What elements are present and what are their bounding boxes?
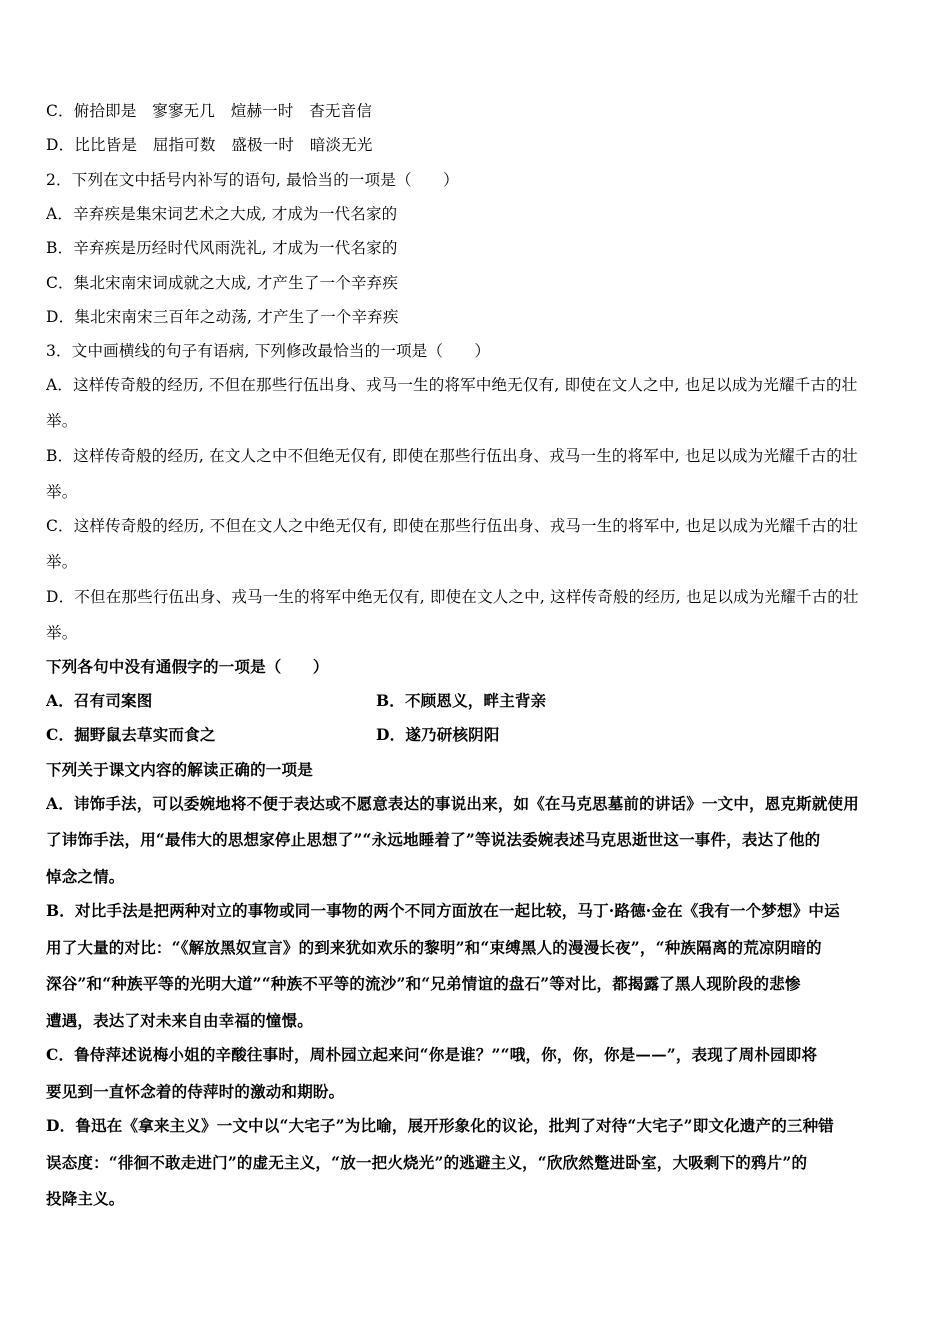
q5-option-d-line3: 投降主义。	[46, 1189, 125, 1208]
q2-option-c: C．集北宋南宋词成就之大成, 才产生了一个辛弃疾	[46, 274, 399, 292]
q2-option-a: A．辛弃疾是集宋词艺术之大成, 才成为一代名家的	[46, 205, 398, 223]
q3-option-b-line2: 举。	[46, 483, 78, 501]
q4-option-c: C．掘野鼠去草实而食之	[46, 725, 216, 744]
q5-stem: 下列关于课文内容的解读正确的一项是	[46, 760, 313, 779]
q3-option-b-line1: B．这样传奇般的经历, 在文人之中不但绝无仅有, 即使在那些行伍出身、戎马一生的将军中, 也足以成为光耀千古的壮	[46, 447, 858, 465]
q1-option-d: D．比比皆是 屈指可数 盛极一时 暗淡无光	[46, 136, 373, 154]
q5-option-c-line1: C．鲁侍萍述说梅小姐的辛酸往事时，周朴园立起来问“你是谁？”“哦，你，你，你是——”，表现了周朴园即将	[46, 1045, 818, 1064]
q5-option-a-line1: A．讳饰手法，可以委婉地将不便于表达或不愿意表达的事说出来，如《在马克思墓前的讲话》一文中，恩克斯就使用	[46, 794, 859, 813]
q5-option-d-line1: D．鲁迅在《拿来主义》一文中以“大宅子”为比喻，展开形象化的议论，批判了对待“大宅子”即文化遗产的三种错	[46, 1116, 835, 1135]
q5-option-b-line3: 深谷”和“种族平等的光明大道”“种族不平等的流沙”和“兄弟情谊的盘石”等对比，都揭露了黑人现阶段的悲惨	[46, 974, 801, 993]
q5-option-b-line1: B．对比手法是把两种对立的事物或同一事物的两个不同方面放在一起比较，马丁·路德·金在《我有一个梦想》中运	[46, 901, 840, 920]
q4-option-d-cell	[376, 724, 876, 746]
q5-option-b-line2: 用了大量的对比：“《解放黑奴宣言》的到来犹如欢乐的黎明”和“束缚黑人的漫漫长夜”，“种族隔离的荒凉阴暗的	[46, 938, 822, 957]
q5-option-c-line2: 要见到一直怀念着的侍萍时的激动和期盼。	[46, 1082, 345, 1101]
q3-option-c-line2: 举。	[46, 553, 78, 571]
q3-stem: 3．文中画横线的句子有语病, 下列修改最恰当的一项是（ ）	[46, 342, 491, 360]
q3-option-c-line1: C．这样传奇般的经历, 不但在文人之中绝无仅有, 即使在那些行伍出身、戎马一生的将军中, 也足以成为光耀千古的壮	[46, 517, 859, 535]
q5-option-d-line2: 误态度：“徘徊不敢走进门”的虚无主义，“放一把火烧光”的逃避主义，“欣欣然蹩进卧室，大吸剩下的鸦片”的	[46, 1153, 808, 1172]
q5-option-a-line2: 了讳饰手法，用“最伟大的思想家停止思想了”“永远地睡着了”等说法委婉表述马克思逝世这一事件，表达了他的	[46, 830, 821, 849]
q5-option-a-line3: 悼念之情。	[46, 867, 125, 886]
q4-option-a: A．召有司案图	[46, 691, 153, 710]
q2-stem: 2．下列在文中括号内补写的语句, 最恰当的一项是（ ）	[46, 171, 459, 189]
q2-option-d: D．集北宋南宋三百年之动荡, 才产生了一个辛弃疾	[46, 308, 399, 326]
q2-option-b: B．辛弃疾是历经时代风雨洗礼, 才成为一代名家的	[46, 239, 398, 257]
q4-option-d: D．遂乃研核阴阳	[376, 725, 500, 744]
q3-option-a-line2: 举。	[46, 412, 78, 430]
q3-option-a-line1: A．这样传奇般的经历, 不但在那些行伍出身、戎马一生的将军中绝无仅有, 即使在文人之中, 也足以成为光耀千古的壮	[46, 376, 858, 394]
q3-option-d-line1: D．不但在那些行伍出身、戎马一生的将军中绝无仅有, 即使在文人之中, 这样传奇般的经历, 也足以成为光耀千古的壮	[46, 588, 859, 606]
q5-option-b-line4: 遭遇，表达了对未来自由幸福的憧憬。	[46, 1011, 313, 1030]
q4-option-b-cell	[376, 690, 876, 712]
q1-option-c: C．俯拾即是 寥寥无几 煊赫一时 杳无音信	[46, 102, 373, 120]
q4-stem: 下列各句中没有通假字的一项是（ ）	[46, 657, 329, 676]
q4-option-b: B．不顾恩义，畔主背亲	[376, 691, 547, 710]
q3-option-d-line2: 举。	[46, 624, 78, 642]
